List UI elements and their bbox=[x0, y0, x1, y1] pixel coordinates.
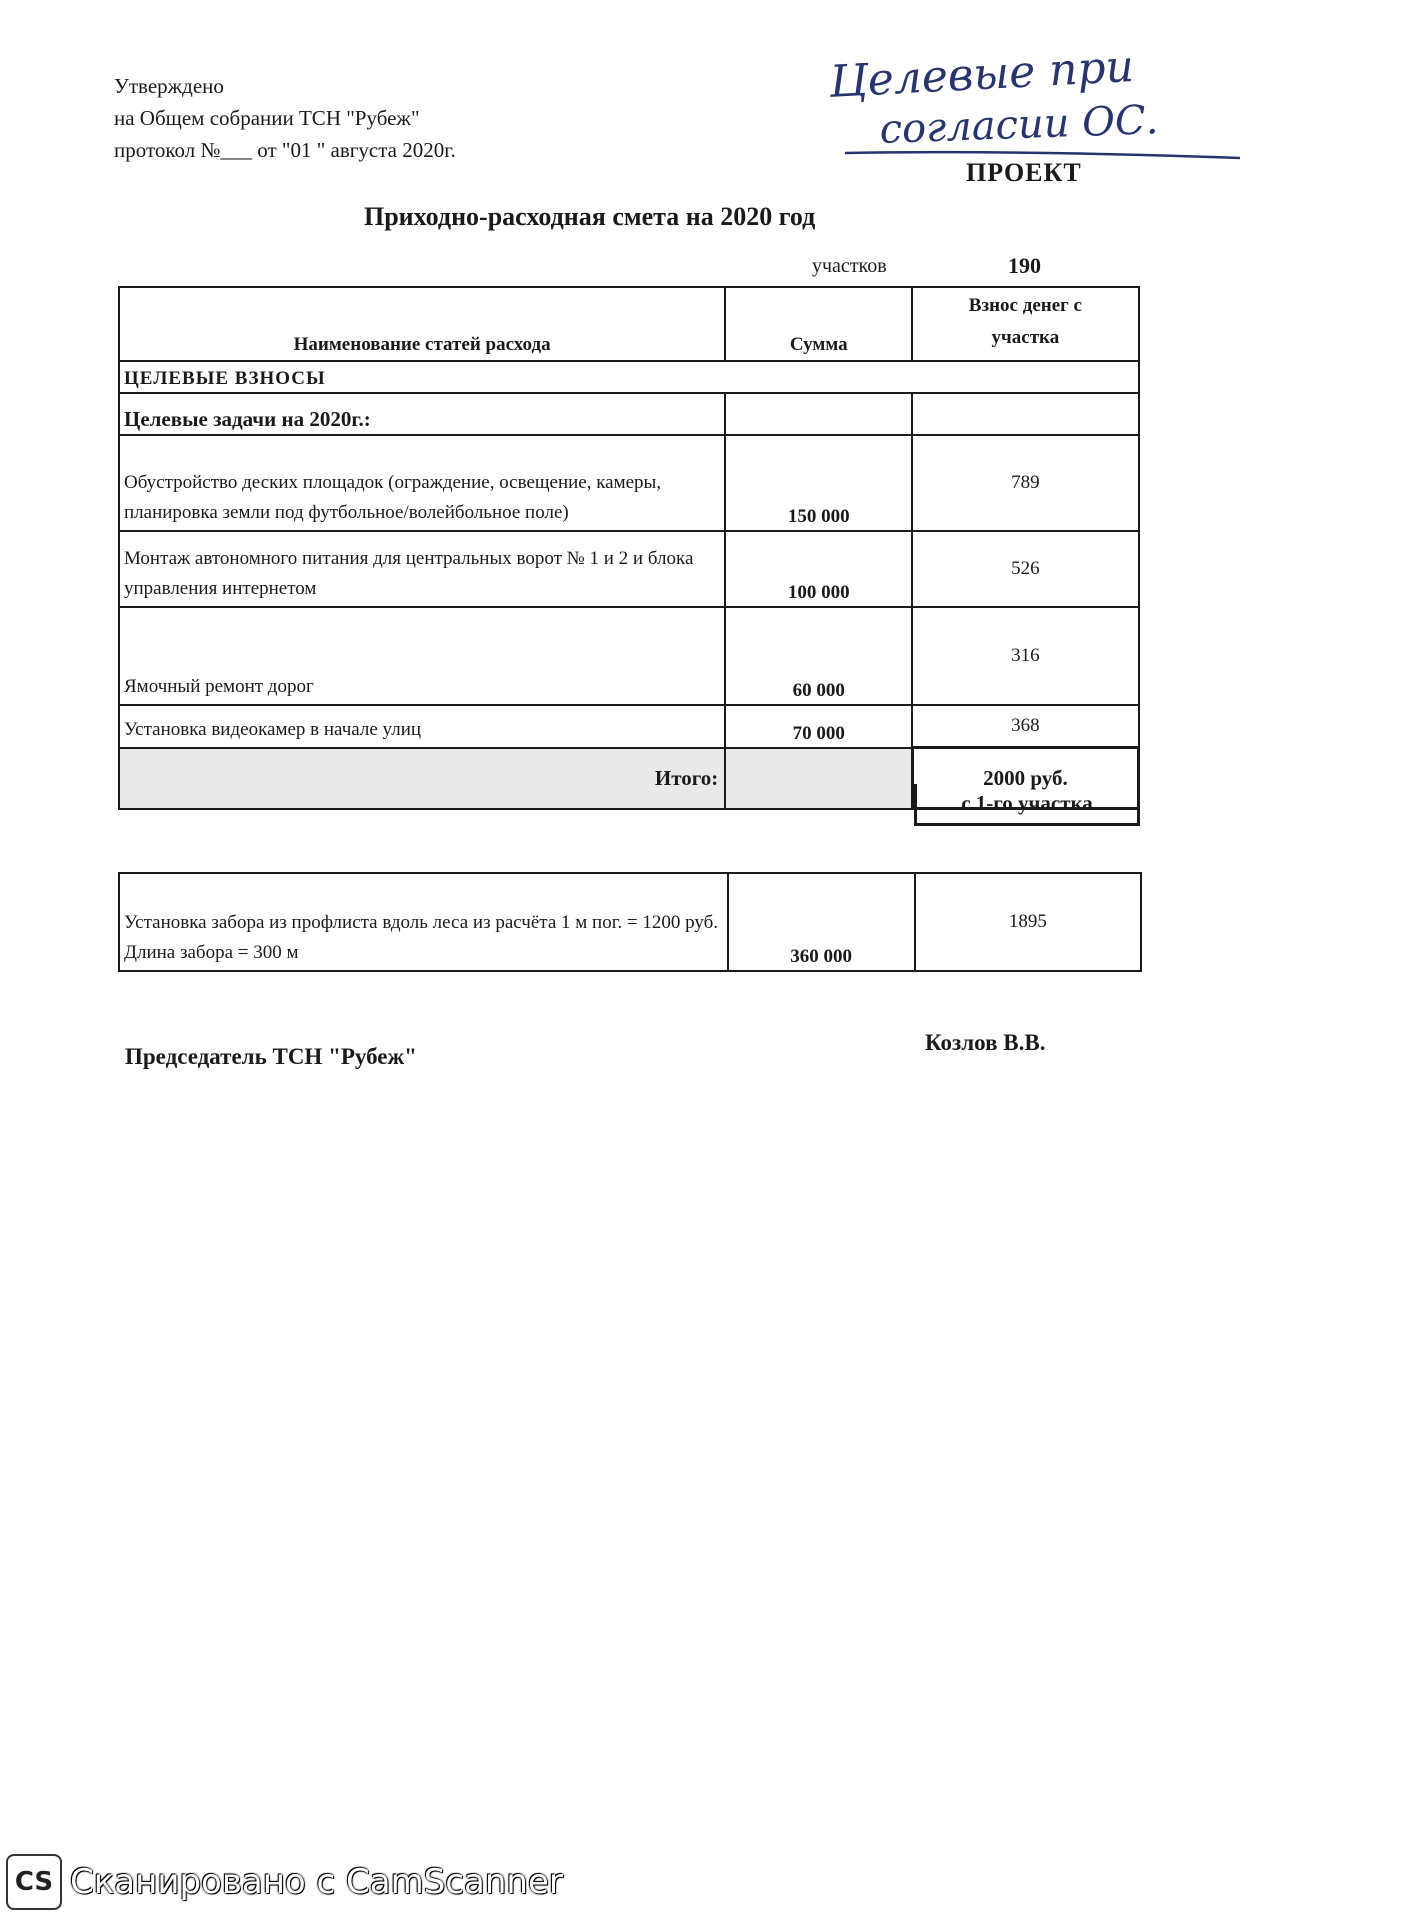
total-sum-cell bbox=[725, 748, 912, 809]
signature-name: Козлов В.В. bbox=[925, 1030, 1046, 1055]
row-name: Установка видеокамер в начале улиц bbox=[119, 705, 725, 748]
header-fee-line-2: участка bbox=[991, 327, 1060, 348]
table-row bbox=[119, 873, 1141, 971]
camscanner-watermark bbox=[6, 1854, 563, 1910]
row-name: Установка забора из профлиста вдоль леса из расчёта 1 м пог. = 1200 руб. Длина забора = 300 м bbox=[119, 873, 728, 971]
handwritten-note bbox=[800, 38, 1240, 168]
table-header-row bbox=[119, 287, 1139, 361]
row-name: Ямочный ремонт дорог bbox=[119, 607, 725, 705]
approval-line-2: на Общем собрании ТСН "Рубеж" bbox=[114, 106, 420, 130]
handwritten-note-text-2: согласии ОС. bbox=[878, 97, 1160, 153]
row-sum: 70 000 bbox=[725, 705, 912, 748]
subsection-row bbox=[119, 393, 1139, 435]
row-name: Монтаж автономного питания для центральных ворот № 1 и 2 и блока управления интернетом bbox=[119, 531, 725, 607]
plots-label: участков bbox=[812, 255, 887, 277]
row-fee: 316 bbox=[912, 607, 1138, 705]
camscanner-logo-icon: CS bbox=[6, 1854, 62, 1910]
total-fee: 2000 руб. bbox=[912, 748, 1138, 809]
page-title: Приходно-расходная смета на 2020 год bbox=[364, 202, 816, 231]
header-sum: Сумма bbox=[725, 287, 912, 361]
row-fee: 526 bbox=[912, 531, 1138, 607]
table-row bbox=[119, 607, 1139, 705]
row-sum: 60 000 bbox=[725, 607, 912, 705]
signature-title: Председатель ТСН "Рубеж" bbox=[125, 1044, 417, 1069]
subsection-sum-cell bbox=[725, 393, 912, 435]
table-row bbox=[119, 531, 1139, 607]
total-fee-note: с 1-го участка bbox=[914, 784, 1140, 826]
header-fee bbox=[912, 287, 1138, 361]
subsection-fee-cell bbox=[912, 393, 1138, 435]
header-name: Наименование статей расхода bbox=[119, 287, 725, 361]
section-title: ЦЕЛЕВЫЕ ВЗНОСЫ bbox=[119, 361, 1139, 393]
budget-table bbox=[118, 286, 1140, 810]
approval-line-3: протокол №___ от "01 " августа 2020г. bbox=[114, 138, 456, 162]
subsection-title: Целевые задачи на 2020г.: bbox=[119, 393, 725, 435]
section-row bbox=[119, 361, 1139, 393]
row-name: Обустройство деских площадок (ограждение, освещение, камеры, планировка земли под футбольное/волейбольное поле) bbox=[119, 435, 725, 531]
table-row bbox=[119, 435, 1139, 531]
row-sum: 150 000 bbox=[725, 435, 912, 531]
row-sum: 100 000 bbox=[725, 531, 912, 607]
row-fee: 368 bbox=[912, 705, 1138, 748]
row-sum: 360 000 bbox=[728, 873, 915, 971]
row-fee: 789 bbox=[912, 435, 1138, 531]
approval-block bbox=[114, 70, 456, 166]
total-label: Итого: bbox=[119, 748, 725, 809]
camscanner-text: Сканировано с CamScanner bbox=[70, 1862, 563, 1902]
handwritten-note-text-1: Целевые при bbox=[828, 41, 1136, 108]
project-label: ПРОЕКТ bbox=[966, 158, 1082, 187]
header-fee-line-1: Взнос денег с bbox=[968, 295, 1082, 316]
approval-line-1: Утверждено bbox=[114, 74, 224, 98]
plots-value: 190 bbox=[1008, 253, 1041, 278]
row-fee: 1895 bbox=[915, 873, 1141, 971]
table-row bbox=[119, 705, 1139, 748]
extra-table bbox=[118, 872, 1142, 972]
